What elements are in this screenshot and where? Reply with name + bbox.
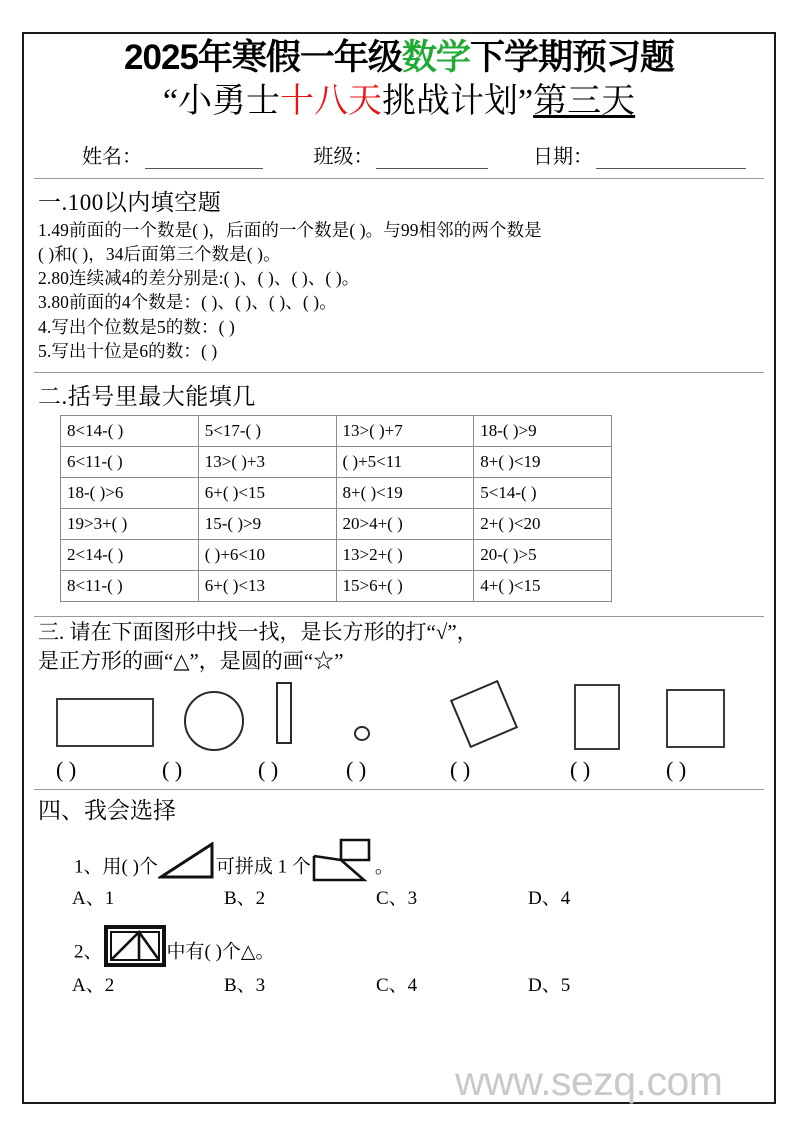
table-cell[interactable]: 13>( )+7	[336, 415, 474, 446]
title-main-highlight: 数学	[401, 38, 470, 77]
section2-table-wrap	[34, 415, 764, 602]
table-row	[61, 415, 612, 446]
title-main-pre: 2025年寒假一年级	[124, 38, 402, 77]
table-cell[interactable]: 5<17-( )	[198, 415, 336, 446]
name-field-group	[82, 140, 263, 169]
table-cell[interactable]: 8<11-( )	[61, 570, 199, 601]
site-watermark: www.sezq.com	[455, 1058, 723, 1104]
right-triangle-icon	[158, 842, 216, 894]
shape-answer-blank[interactable]: ( )	[570, 757, 591, 783]
subtitle-day: 第三天	[533, 82, 636, 120]
q1-post-text: 。	[374, 856, 394, 878]
table-cell[interactable]: 8+( )<19	[336, 477, 474, 508]
circle-icon	[184, 691, 244, 751]
q1-options	[34, 883, 764, 910]
table-cell[interactable]: 18-( )>9	[474, 415, 612, 446]
shape-answer-blank[interactable]: ( )	[56, 757, 77, 783]
q2-option[interactable]: B、3	[224, 975, 266, 997]
shape-answer-row	[34, 757, 764, 787]
name-input[interactable]	[145, 151, 263, 169]
section1-line: ( )和( )，34后面第三个数是( )。	[38, 244, 281, 265]
q1-option[interactable]: C、3	[376, 888, 418, 910]
section4-question-1	[34, 837, 764, 878]
subtitle-pre: “小勇士	[162, 82, 280, 120]
date-field-group	[533, 140, 746, 169]
table-cell[interactable]: 8+( )<19	[474, 446, 612, 477]
table-cell[interactable]: 2+( )<20	[474, 508, 612, 539]
table-row	[61, 446, 612, 477]
subtitle-highlight: 十八天	[280, 82, 382, 120]
section4-heading: 四、我会选择	[38, 798, 176, 824]
section3-heading-line2: 是正方形的画“△”，是圆的画“☆”	[38, 648, 344, 673]
worksheet-page	[22, 32, 776, 1104]
class-label: 班级：	[313, 146, 374, 169]
rectangle-tall-icon	[574, 684, 620, 750]
section4-question-2	[34, 924, 764, 962]
divider-1	[34, 178, 764, 179]
q2-pre-text: 2、	[74, 941, 103, 963]
section1-line: 2.80连续减4的差分别是:( )、( )、( )、( )。	[38, 268, 360, 289]
table-cell[interactable]: 5<14-( )	[474, 477, 612, 508]
q2-option[interactable]: D、5	[528, 975, 571, 997]
page-subtitle	[34, 83, 764, 120]
table-cell[interactable]: 18-( )>6	[61, 477, 199, 508]
q1-mid-text: 可拼成 1 个	[215, 856, 311, 878]
table-cell[interactable]: 20-( )>5	[474, 539, 612, 570]
table-row	[61, 570, 612, 601]
shape-gallery	[34, 682, 764, 756]
arrow-polygon-icon	[311, 837, 375, 899]
table-row	[61, 508, 612, 539]
section1-line: 1.49前面的一个数是( )，后面的一个数是( )。与99相邻的两个数是	[38, 220, 542, 241]
date-label: 日期：	[533, 146, 593, 169]
table-cell[interactable]: 13>2+( )	[336, 539, 474, 570]
date-input[interactable]	[596, 151, 746, 169]
title-main-post: 下学期预习题	[469, 38, 674, 77]
table-cell[interactable]: 2<14-( )	[61, 539, 199, 570]
q2-option[interactable]: C、4	[376, 975, 418, 997]
table-cell[interactable]: 15-( )>9	[198, 508, 336, 539]
inequality-table	[60, 415, 612, 602]
table-cell[interactable]: 13>( )+3	[198, 446, 336, 477]
table-cell[interactable]: ( )+5<11	[336, 446, 474, 477]
table-cell[interactable]: ( )+6<10	[198, 539, 336, 570]
name-label: 姓名：	[82, 146, 142, 169]
table-cell[interactable]: 6<11-( )	[61, 446, 199, 477]
class-input[interactable]	[376, 151, 488, 169]
shape-answer-blank[interactable]: ( )	[258, 757, 279, 783]
table-cell[interactable]: 6+( )<15	[198, 477, 336, 508]
shape-answer-blank[interactable]: ( )	[162, 757, 183, 783]
q2-post-text: 中有( )个△。	[166, 941, 275, 963]
table-cell[interactable]: 19>3+( )	[61, 508, 199, 539]
rect-with-triangles-icon	[103, 924, 167, 982]
shape-answer-blank[interactable]: ( )	[450, 757, 471, 783]
square-icon	[666, 689, 725, 748]
table-cell[interactable]: 4+( )<15	[474, 570, 612, 601]
diamond-icon	[450, 680, 518, 748]
thin-bar-icon	[276, 682, 292, 744]
section3-heading-line1: 三. 请在下面图形中找一找，是长方形的打“√”，	[38, 619, 478, 644]
section2-heading: 二.括号里最大能填几	[38, 383, 256, 409]
class-field-group	[313, 140, 488, 169]
rectangle-wide-icon	[56, 698, 154, 747]
divider-2	[34, 372, 764, 373]
shape-answer-blank[interactable]: ( )	[346, 757, 367, 783]
q1-option[interactable]: B、2	[224, 888, 266, 910]
section1-line: 3.80前面的4个数是：( )、( )、( )、( )。	[38, 292, 337, 313]
student-info-row	[34, 140, 764, 169]
section1-line: 4.写出个位数是5的数：( )	[38, 316, 235, 337]
q1-option[interactable]: A、1	[72, 888, 115, 910]
table-cell[interactable]: 6+( )<13	[198, 570, 336, 601]
page-title	[34, 40, 764, 77]
table-cell[interactable]: 8<14-( )	[61, 415, 199, 446]
table-row	[61, 539, 612, 570]
q1-option[interactable]: D、4	[528, 888, 571, 910]
divider-3	[34, 616, 764, 617]
section1-line: 5.写出十位是6的数：( )	[38, 340, 218, 361]
shape-answer-blank[interactable]: ( )	[666, 757, 687, 783]
table-cell[interactable]: 15>6+( )	[336, 570, 474, 601]
q2-option[interactable]: A、2	[72, 975, 115, 997]
subtitle-mid: 挑战计划”	[382, 82, 534, 120]
section1-heading: 一.100以内填空题	[38, 190, 222, 216]
q1-pre-text: 1、用( )个	[74, 856, 158, 878]
table-row	[61, 477, 612, 508]
table-cell[interactable]: 20>4+( )	[336, 508, 474, 539]
divider-4	[34, 789, 764, 790]
section1-body	[34, 219, 764, 363]
small-circle-icon	[354, 726, 370, 741]
